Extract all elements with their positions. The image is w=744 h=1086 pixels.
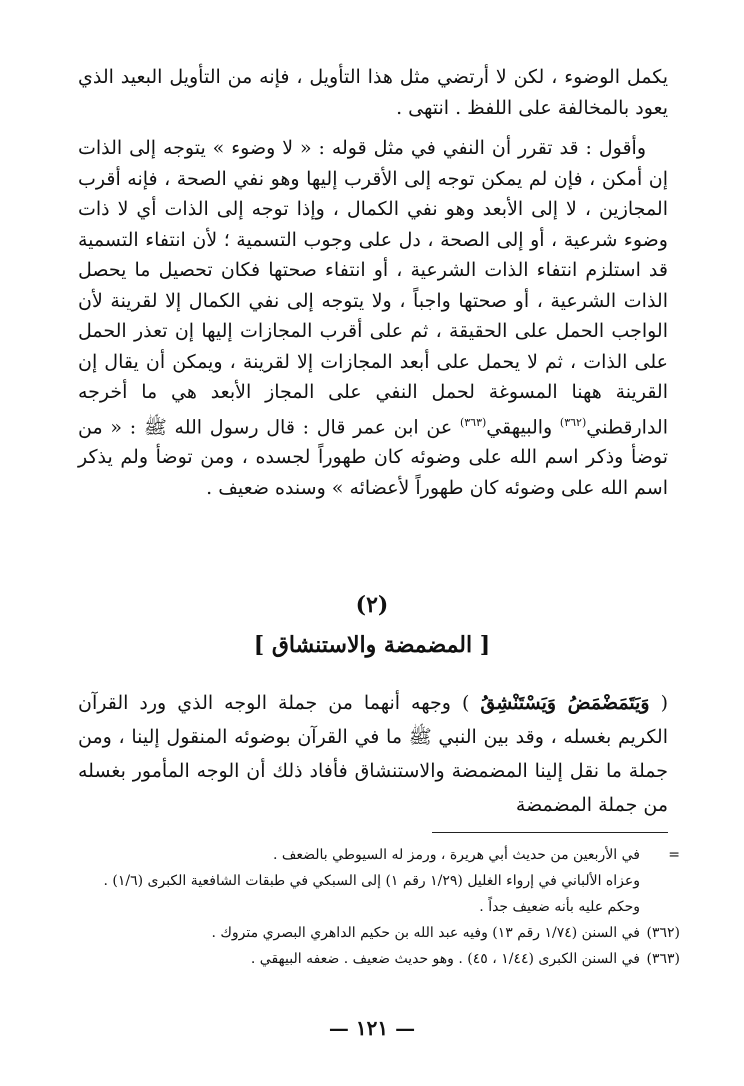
paragraph-2-part-c: عن ابن عمر قال : قال رسول الله ﷺ : « من توضأ وذكر اسم الله على وضوئه كان طهوراً لجسده ، ومن توضأ ولم يذكر اسم الله على وضوئه كان طهوراً لأعضائه » وسنده ضعيف . bbox=[78, 415, 668, 499]
footnote-ref-363[interactable]: (٣٦٣) bbox=[459, 415, 487, 429]
section-number: (٢) bbox=[355, 592, 389, 618]
footnote-mark: (٣٦٣) bbox=[646, 951, 680, 967]
footnote-item bbox=[80, 868, 680, 894]
main-text bbox=[78, 62, 668, 503]
paren-open: ( bbox=[649, 692, 669, 714]
paren-close: ) bbox=[461, 692, 481, 714]
footnote-ref-362[interactable]: (٣٦٢) bbox=[559, 415, 587, 429]
paragraph-1-line-1: يكمل الوضوء ، لكن لا أرتضي مثل هذا التأويل ، فإنه من التأويل البعيد الذي bbox=[78, 66, 668, 88]
footnote-text: في السنن الكبرى (١/٤٤ ، ٤٥) . وهو حديث ضعيف . ضعفه البيهقي . bbox=[250, 951, 640, 967]
paragraph-2 bbox=[78, 133, 668, 503]
section-title: [ المضمضة والاستنشاق ] bbox=[253, 632, 491, 658]
section-2-body: وجهه أنهما من جملة الوجه الذي ورد القرآن الكريم بغسله ، وقد بين النبي ﷺ ما في القرآن بوضوئه المنقول إلينا ، ومن جملة ما نقل إلينا المضمضة والاستنشاق فأفاد ذلك أن الوجه المأمور بغسله من جملة المضمضة bbox=[78, 692, 668, 816]
footnote-item bbox=[80, 842, 680, 868]
paragraph-1-line-2: يعود بالمخالفة على اللفظ . انتهى . bbox=[396, 96, 668, 119]
footnote-separator bbox=[432, 832, 668, 833]
footnote-text: في الأربعين من حديث أبي هريرة ، ورمز له السيوطي بالضعف . bbox=[272, 847, 640, 863]
paragraph-1 bbox=[78, 62, 668, 123]
paragraph-2-part-b: والبيهقي bbox=[486, 415, 560, 438]
footnote-mark bbox=[640, 868, 680, 894]
footnotes bbox=[80, 842, 680, 972]
paragraph-2-part-a: وأقول : قد تقرر أن النفي في مثل قوله : « لا وضوء » يتوجه إلى الذات إن أمكن ، فإن لم يمكن توجه إلى الأقرب إليها وهو نفي الصحة ، فإنه أقرب المجازين ، لا إلى الأبعد وهو نفي الكمال ، وإذا توجه إلى الذات أي لا ذات وضوء شرعية ، أو إلى الصحة ، دل على وجوب التسمية ؛ لأن انتفاء التسمية قد استلزم انتفاء الذات الشرعية ، أو انتفاء صحتها فكان تحصيل ما يحصل الذات الشرعية ، أو صحتها واجباً ، ولا يتوجه إلى نفي الكمال إلا لقرينة لأن الواجب الحمل على الحقيقة ، ثم على أقرب المجازات إليها إن تعذر الحمل على الذات ، ثم لا يحمل على أبعد المجازات إلا لقرينة ، ويمكن أن يقال إن القرينة ههنا المسوغة لحمل النفي على المجاز الأبعد هي ما أخرجه الدارقطني bbox=[78, 137, 668, 438]
section-2-paragraph bbox=[78, 686, 668, 822]
footnote-item bbox=[80, 894, 680, 920]
footnote-mark: = bbox=[668, 847, 680, 863]
footnote-text: في السنن (١/٧٤ رقم ١٣) وفيه عبد الله بن حكيم الداهري البصري متروك . bbox=[211, 925, 640, 941]
footnote-text: وحكم عليه بأنه ضعيف جداً . bbox=[479, 899, 640, 915]
section-2-text bbox=[78, 686, 668, 822]
footnote-text: وعزاه الألباني في إرواء الغليل (١/٢٩ رقم ١) إلى السبكي في طبقات الشافعية الكبرى (١/٦) . bbox=[103, 873, 640, 889]
footnote-mark bbox=[640, 894, 680, 920]
footnote-mark: (٣٦٢) bbox=[646, 925, 680, 941]
footnote-363 bbox=[80, 946, 680, 972]
matn-keyword: وَيَتَمَضْمَضُ وَيَسْتَنْشِقُ bbox=[480, 692, 650, 714]
page-number: — ١٢١ — bbox=[328, 1016, 416, 1040]
footnote-362 bbox=[80, 920, 680, 946]
